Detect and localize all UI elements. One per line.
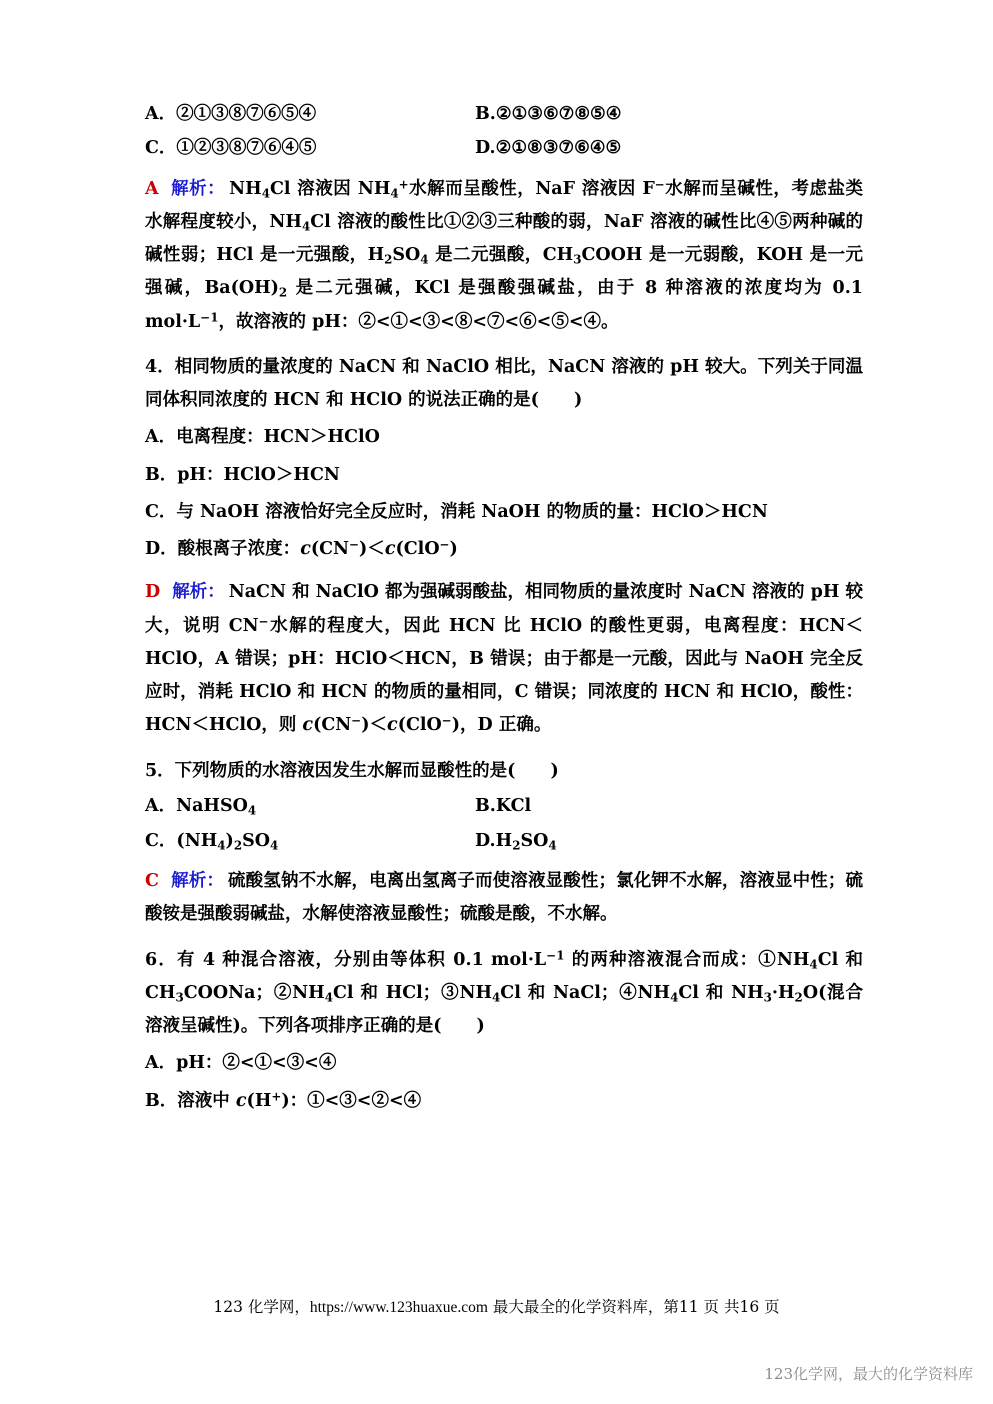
question-4-option-a: A．电离程度：HCN＞HClO (145, 427, 380, 448)
footer-url: https://www.123huaxue.com (309, 1299, 488, 1316)
answer-q5-paragraph (145, 865, 863, 932)
option-b-q3: B.②①③⑥⑦⑧⑤④ (475, 104, 622, 124)
page-footer (0, 1295, 993, 1317)
question-5-option-a: A．NaHSO$_4$ (145, 795, 257, 818)
question-4-option-b: B．pH：HClO＞HCN (145, 464, 340, 485)
question3-options-row-2 (145, 134, 863, 162)
question-6-option-b: B．溶液中 c(H+)：①<③<②<④ (145, 1089, 422, 1111)
question-5-stem: 5．下列物质的水溶液因发生水解而显酸性的是( ) (145, 760, 559, 781)
answer-block-q5 (145, 865, 863, 932)
question-block-4 (145, 351, 863, 567)
question-block-5 (145, 755, 863, 855)
answer-letter-q4: D (145, 582, 161, 603)
question-6-stem: 6．有 4 种混合溶液，分别由等体积 0.1 $mol\cdot L^{-1}$ 的两种溶液混合而成：$①NH_4Cl$ 和 $CH_3COONa$；$②NH_4Cl$ 和 HCl；$③NH_4Cl$ 和 NaCl；$④NH_4Cl$ 和 $NH_3\cdot H_2O$(混合溶液呈碱性)。下列各项排序正确的是( ) (145, 948, 864, 1037)
answer-letter-q3: A (145, 178, 159, 199)
option-c-q3: C．①②③⑧⑦⑥④⑤ (145, 138, 317, 159)
footer-site-prefix: 123 化学网， (213, 1298, 310, 1316)
answer-block-q4 (145, 576, 863, 742)
question-5-option-c: C．$(NH_4)_2SO_4$ (145, 830, 279, 852)
question5-options-row-1 (145, 792, 863, 821)
option-a-q3: A．②①③⑧⑦⑥⑤④ (145, 104, 317, 124)
question-4-option-c: C．与 NaOH 溶液恰好完全反应时，消耗 NaOH 的物质的量：HClO＞HCN (145, 501, 768, 522)
question5-options-row-2 (145, 827, 863, 856)
answer-label-q4: 解析： (172, 582, 225, 603)
option-d-q3: D.②①⑧③⑦⑥④⑤ (475, 138, 622, 159)
question3-options-row-1 (145, 100, 863, 128)
watermark: 123化学网，最大的化学资料库 (764, 1365, 973, 1383)
answer-label-q3: 解析： (170, 178, 226, 199)
footer-page-number: 第11 页 共16 页 (663, 1298, 780, 1316)
question-5-option-b: B.KCl (475, 795, 532, 816)
question-4-stem: 4．相同物质的量浓度的 NaCN 和 NaClO 相比，NaCN 溶液的 pH 较大。下列关于同温同体积同浓度的 HCN 和 HClO 的说法正确的是( ) (145, 356, 863, 411)
answer-q5-text: 硫酸氢钠不水解，电离出氢离子而使溶液显酸性；氯化钾不水解，溶液显中性；硫酸铵是强酸弱碱盐，水解使溶液显酸性；硫酸是酸，不水解。 (145, 871, 864, 925)
answer-label-q5: 解析： (170, 871, 225, 892)
question-5-option-d: $D.H_2SO_4$ (475, 830, 557, 852)
question-6-option-a: A．pH：②<①<③<④ (145, 1053, 337, 1074)
footer-site-mid: 最大最全的化学资料库， (487, 1298, 664, 1316)
answer-q4-paragraph: D 解析： NaCN 和 NaClO 都为强碱弱酸盐，相同物质的量浓度时 NaCN 溶液的 pH 较大，说明 CN−水解的程度大，因此 HCN 比 HClO 的酸性更弱，电离程度：HCN＜HClO，A 错误；pH：HClO＜HCN，B 错误；由于都是一元酸，因此与 NaOH 完全反应时，消耗 HClO 和 HCN 的物质的量相同，C 错误；同浓度的 HCN 和 HClO，酸性：HCN＜HClO，则 c(CN−)＜c(ClO−)，D 正确。 (145, 582, 864, 736)
answer-block-q3 (145, 173, 863, 339)
question-4-option-d: D．酸根离子浓度：c(CN−)＜c(ClO−) (145, 537, 458, 560)
question-block-6 (145, 944, 863, 1118)
answer-letter-q5: C (145, 871, 159, 892)
answer-q3-paragraph: A 解析： $NH_4Cl$ 溶液因 $NH_4^+$水解而呈酸性，NaF 溶液因 F−水解而呈碱性，考虑盐类水解程度较小，$NH_4Cl$ 溶液的酸性比①②③三种酸的弱，NaF 溶液的碱性比④⑤两种碱的碱性弱；HCl 是一元强酸，$H_2SO_4$ 是二元强酸，$CH_3COOH$ 是一元弱酸，KOH 是一元强碱，$Ba(OH)_2$ 是二元强碱，KCl 是强酸强碱盐，由于 8 种溶液的浓度均为 0.1 $mol\cdot L^{-1}$，故溶液的 pH：②<①<③<⑧<⑦<⑥<⑤<④。 (145, 177, 864, 332)
